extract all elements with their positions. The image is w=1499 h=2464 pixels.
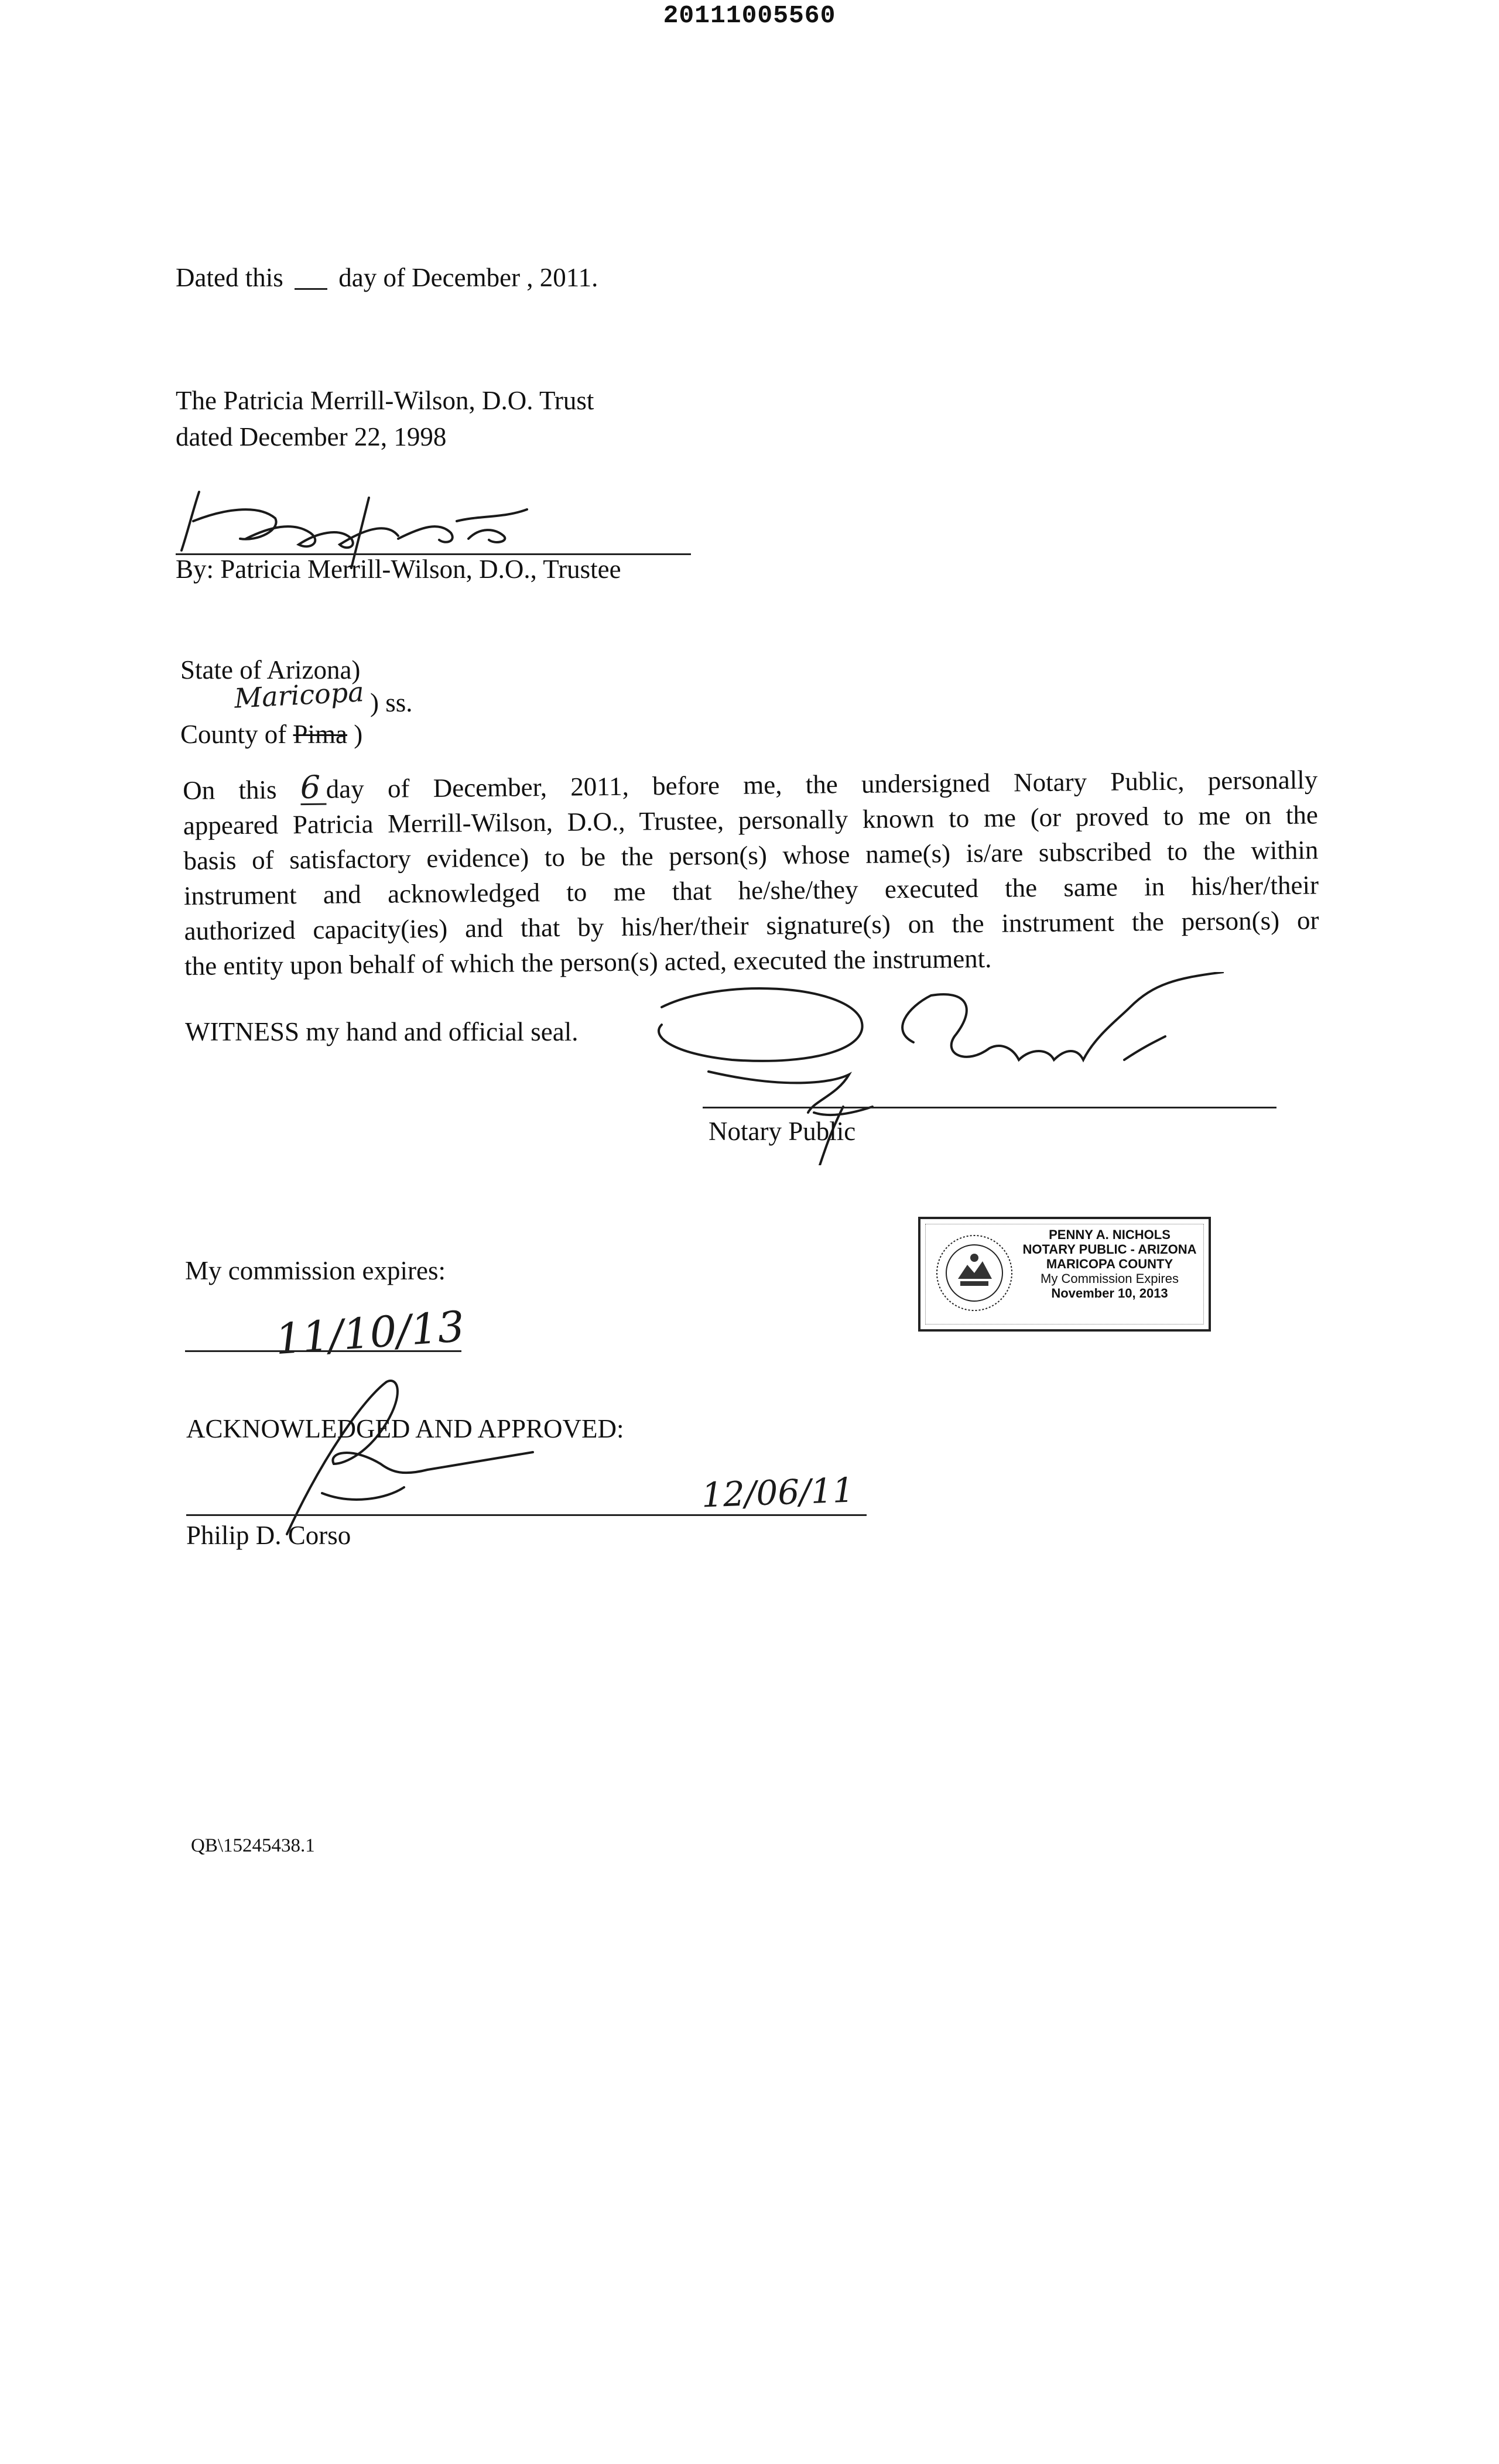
commission-date-handwritten: 11/10/13 (273, 1301, 466, 1364)
venue-county-struck: Pima (293, 720, 348, 749)
venue-county-handwritten: Maricopa (233, 676, 365, 714)
approval-signature-line (186, 1514, 867, 1516)
acknowledgment-line-5: authorized capacity(ies) and that by his/her/their signature(s) on the instrument the person(s) or (184, 905, 1319, 946)
document-number: 20111005560 (663, 1, 836, 30)
commission-date-line (185, 1350, 461, 1352)
dated-prefix: Dated this (176, 263, 283, 292)
acknowledgment-line-6: the entity upon behalf of which the person(s) acted, executed the instrument. (184, 943, 992, 981)
footer-reference: QB\15245438.1 (191, 1835, 315, 1856)
dated-blank (295, 288, 327, 290)
approval-label: ACKNOWLEDGED AND APPROVED: (186, 1414, 624, 1443)
trust-name: The Patricia Merrill-Wilson, D.O. Trust (176, 386, 594, 415)
witness-text: WITNESS my hand and official seal. (185, 1017, 579, 1046)
approval-date-handwritten: 12/06/11 (700, 1470, 855, 1515)
venue-county-prefix: County of (180, 720, 287, 749)
trust-date: dated December 22, 1998 (176, 422, 447, 451)
notary-signature-line (703, 1107, 1276, 1108)
dated-line (176, 265, 598, 291)
stamp-expires-date: November 10, 2013 (1051, 1286, 1168, 1301)
acknowledgment-line-3: basis of satisfactory evidence) to be the person(s) whose name(s) is/are subscribed to the within (183, 835, 1319, 875)
venue-county-close: ) (354, 720, 363, 749)
acknowledgment-on-this: On this (183, 775, 277, 805)
acknowledgment-day-handwritten: 6 (300, 772, 327, 805)
stamp-title: NOTARY PUBLIC - ARIZONA (1022, 1242, 1197, 1257)
acknowledgment-line-2: appeared Patricia Merrill-Wilson, D.O., Trustee, personally known to me (or proved to me on the (183, 800, 1319, 840)
venue-ss: ) ss. (370, 688, 413, 717)
notary-public-label: Notary Public (709, 1117, 856, 1146)
dated-suffix: day of December , 2011. (338, 263, 598, 292)
venue-state: State of Arizona) (180, 655, 361, 685)
approval-name: Philip D. Corso (186, 1521, 351, 1550)
stamp-name: PENNY A. NICHOLS (1049, 1227, 1171, 1242)
stamp-county: MARICOPA COUNTY (1046, 1257, 1173, 1271)
trustee-by-line: By: Patricia Merrill-Wilson, D.O., Trustee (176, 555, 621, 584)
notary-stamp-text (1014, 1227, 1205, 1301)
commission-label: My commission expires: (185, 1256, 446, 1285)
acknowledgment-line-4: instrument and acknowledged to me that he/she/they executed the same in his/her/their (183, 870, 1319, 911)
stamp-expires-label: My Commission Expires (1041, 1271, 1179, 1286)
venue-county (180, 721, 362, 748)
notary-stamp (918, 1217, 1211, 1332)
acknowledgment-line-text: day of December, 2011, before me, the undersigned Notary Public, personally (326, 765, 1318, 804)
acknowledgment-paragraph (183, 762, 1319, 984)
state-seal-icon (933, 1232, 1015, 1314)
